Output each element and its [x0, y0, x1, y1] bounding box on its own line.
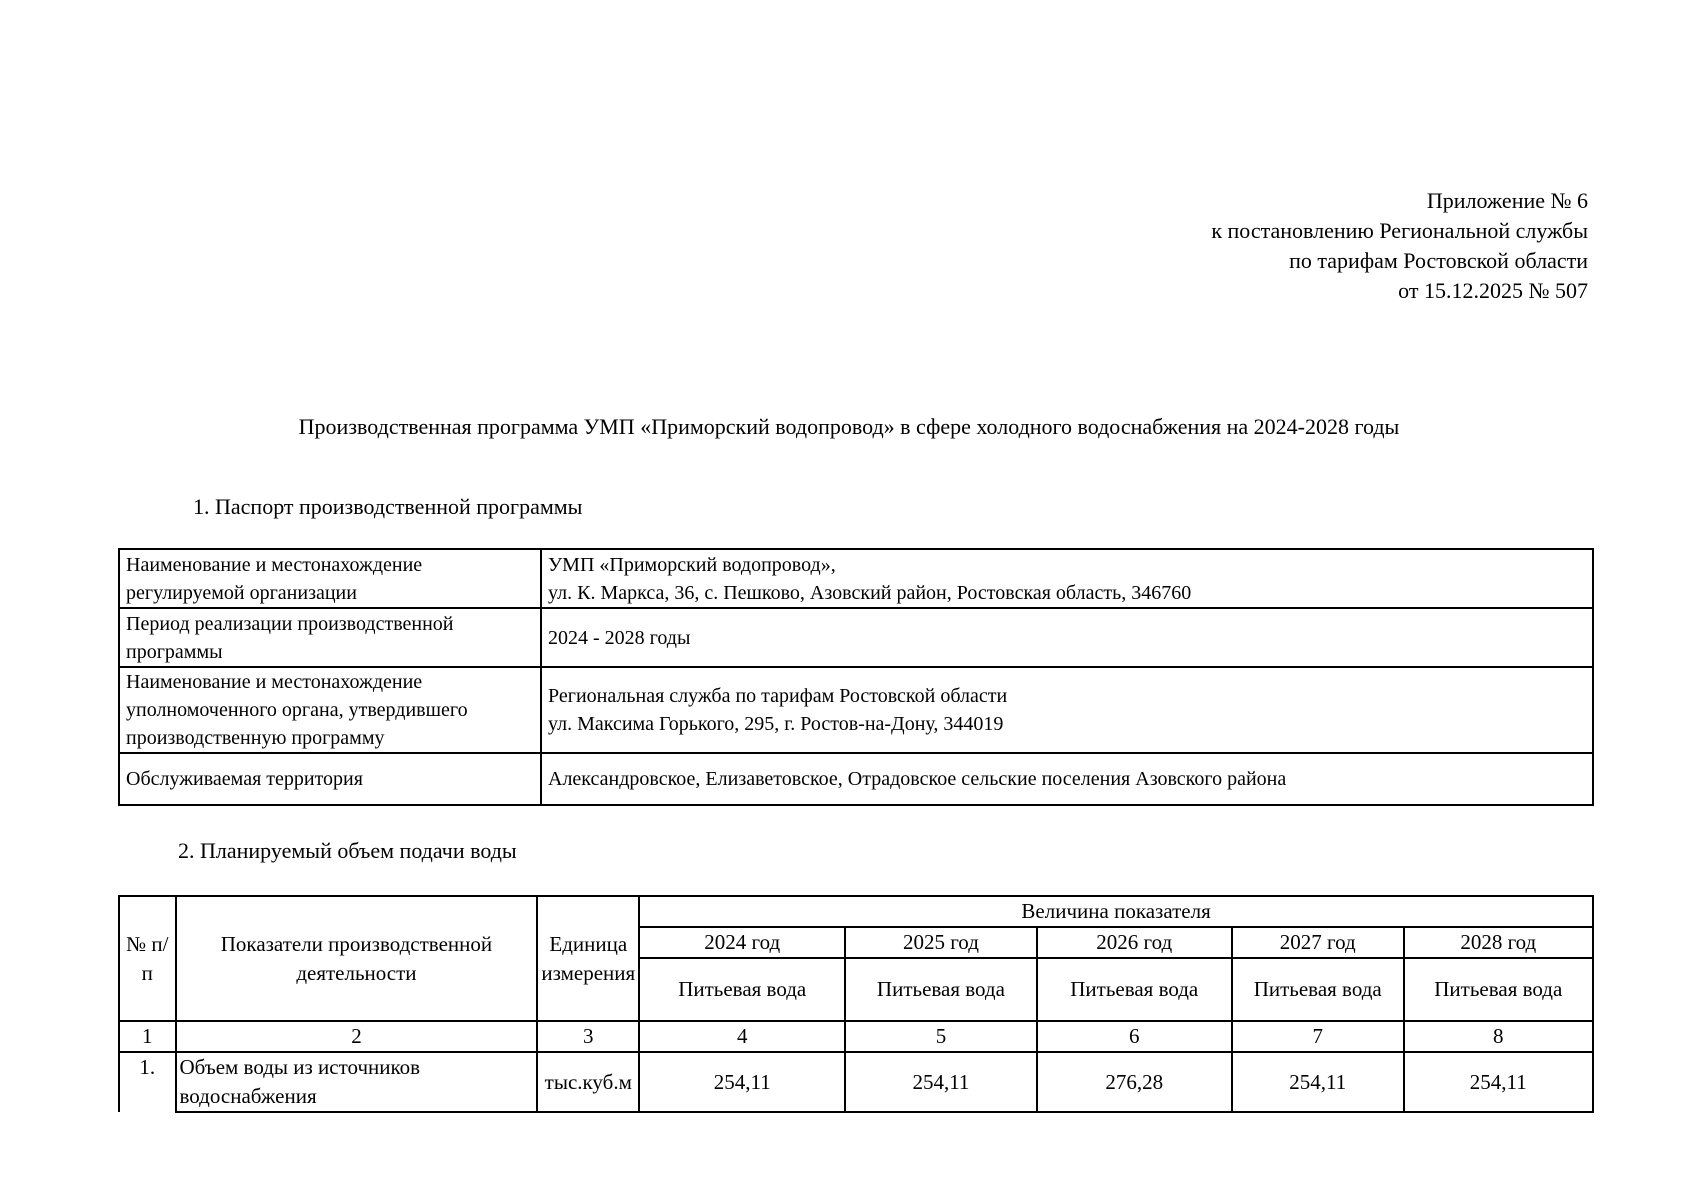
- header-year: 2027 год: [1232, 927, 1404, 958]
- column-number: 3: [537, 1021, 639, 1052]
- column-number: 6: [1037, 1021, 1232, 1052]
- passport-row: [119, 549, 1593, 608]
- passport-row: [119, 608, 1593, 667]
- passport-value-line: ул. К. Маркса, 36, с. Пешково, Азовский район, Ростовская область, 346760: [548, 581, 1192, 604]
- header-year: 2024 год: [639, 927, 845, 958]
- passport-row: [119, 753, 1593, 805]
- column-number: 4: [639, 1021, 845, 1052]
- column-number: 8: [1404, 1021, 1593, 1052]
- header-num: № п/п: [119, 896, 176, 1021]
- row-unit: тыс.куб.м: [537, 1052, 639, 1112]
- column-number: 7: [1232, 1021, 1404, 1052]
- row-value: 254,11: [1232, 1052, 1404, 1112]
- table-row: [119, 1052, 1593, 1112]
- passport-value-line: 2024 - 2028 годы: [548, 626, 691, 649]
- row-indicator: Объем воды из источников водоснабжения: [176, 1052, 538, 1112]
- passport-value-line: Александровское, Елизаветовское, Отрадовское сельские поселения Азовского района: [548, 768, 1287, 790]
- appendix-number: Приложение № 6: [1426, 188, 1588, 213]
- header-year: 2028 год: [1404, 927, 1593, 958]
- passport-table: [118, 548, 1594, 806]
- passport-value-line: Региональная служба по тарифам Ростовской области: [548, 685, 1008, 707]
- appendix-authority: по тарифам Ростовской области: [1289, 248, 1588, 273]
- header-year: 2026 год: [1037, 927, 1232, 958]
- passport-value: [541, 667, 1593, 753]
- header-row: [119, 896, 1593, 927]
- passport-value: [541, 608, 1593, 667]
- appendix-date: от 15.12.2025 № 507: [1398, 278, 1588, 303]
- column-number: 5: [845, 1021, 1036, 1052]
- appendix-decree-ref: к постановлению Региональной службы: [1211, 218, 1588, 243]
- document-title: Производственная программа УМП «Приморский водопровод» в сфере холодного водоснабжения на 2024-2028 годы: [298, 414, 1400, 439]
- passport-value: [541, 549, 1593, 608]
- section-passport-heading: 1. Паспорт производственной программы: [193, 494, 583, 519]
- row-value: 254,11: [639, 1052, 845, 1112]
- column-numbers-row: [119, 1021, 1593, 1052]
- header-year: 2025 год: [845, 927, 1036, 958]
- row-value: 254,11: [1404, 1052, 1593, 1112]
- row-value: 254,11: [845, 1052, 1036, 1112]
- header-sub: Питьевая вода: [1232, 958, 1404, 1021]
- passport-label: Наименование и местонахождение регулируемой организации: [119, 549, 541, 608]
- header-unit: Единица измерения: [537, 896, 639, 1021]
- header-value-group: Величина показателя: [639, 896, 1593, 927]
- passport-value: [541, 753, 1593, 805]
- appendix-block: [1211, 186, 1588, 306]
- water-volume-table: [118, 895, 1594, 1113]
- row-value: 276,28: [1037, 1052, 1232, 1112]
- header-sub: Питьевая вода: [1404, 958, 1593, 1021]
- column-number: 1: [119, 1021, 176, 1052]
- passport-label: Наименование и местонахождение уполномоченного органа, утвердившего производственную программу: [119, 667, 541, 753]
- passport-label: Период реализации производственной программы: [119, 608, 541, 667]
- header-sub: Питьевая вода: [1037, 958, 1232, 1021]
- header-sub: Питьевая вода: [845, 958, 1036, 1021]
- row-num: 1.: [119, 1052, 176, 1112]
- header-sub: Питьевая вода: [639, 958, 845, 1021]
- passport-value-line: ул. Максима Горького, 295, г. Ростов-на-Дону, 344019: [548, 713, 1004, 735]
- passport-value-line: УМП «Приморский водопровод»,: [548, 553, 836, 576]
- passport-label: Обслуживаемая территория: [119, 753, 541, 805]
- section-volume-heading: 2. Планируемый объем подачи воды: [178, 838, 517, 863]
- column-number: 2: [176, 1021, 538, 1052]
- passport-row: [119, 667, 1593, 753]
- header-indicator: Показатели производственной деятельности: [176, 896, 538, 1021]
